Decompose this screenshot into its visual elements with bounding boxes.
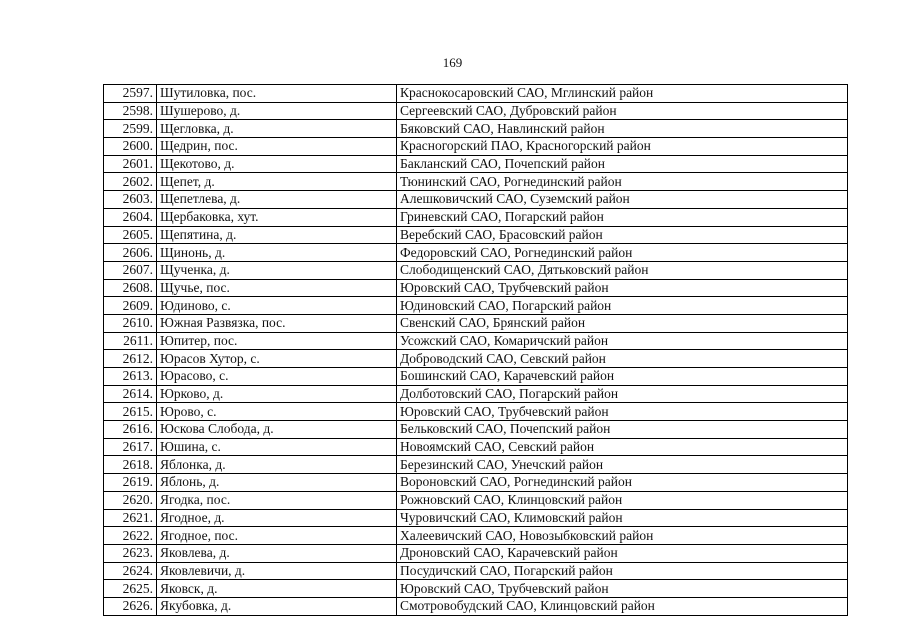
district-name: Бакланский САО, Почепский район xyxy=(397,155,848,173)
settlement-name: Юдиново, с. xyxy=(157,297,397,315)
settlement-name: Щепятина, д. xyxy=(157,226,397,244)
page-number: 169 xyxy=(442,55,463,70)
row-number: 2619. xyxy=(104,474,157,492)
row-number: 2602. xyxy=(104,173,157,191)
district-name: Тюнинский САО, Рогнединский район xyxy=(397,173,848,191)
settlement-name: Щучье, пос. xyxy=(157,279,397,297)
settlement-name: Юскова Слобода, д. xyxy=(157,421,397,439)
table-row xyxy=(104,597,848,615)
row-number: 2611. xyxy=(104,332,157,350)
settlement-name: Щедрин, пос. xyxy=(157,138,397,156)
row-number: 2623. xyxy=(104,544,157,562)
district-name: Красногорский ПАО, Красногорский район xyxy=(397,138,848,156)
row-number: 2598. xyxy=(104,102,157,120)
table-row xyxy=(104,173,848,191)
table-row xyxy=(104,120,848,138)
row-number: 2601. xyxy=(104,155,157,173)
district-name: Юровский САО, Трубчевский район xyxy=(397,279,848,297)
district-name: Свенский САО, Брянский район xyxy=(397,314,848,332)
table-row xyxy=(104,580,848,598)
table-row xyxy=(104,138,848,156)
district-name: Доброводский САО, Севский район xyxy=(397,350,848,368)
row-number: 2614. xyxy=(104,385,157,403)
district-name: Юровский САО, Трубчевский район xyxy=(397,580,848,598)
district-name: Рожновский САО, Клинцовский район xyxy=(397,491,848,509)
settlement-name: Яковлевичи, д. xyxy=(157,562,397,580)
row-number: 2626. xyxy=(104,597,157,615)
settlement-name: Юрасов Хутор, с. xyxy=(157,350,397,368)
district-name: Бельковский САО, Почепский район xyxy=(397,421,848,439)
settlement-name: Яковск, д. xyxy=(157,580,397,598)
settlements-table xyxy=(103,84,848,616)
district-name: Слободищенский САО, Дятьковский район xyxy=(397,261,848,279)
table-row xyxy=(104,332,848,350)
row-number: 2618. xyxy=(104,456,157,474)
table-row xyxy=(104,368,848,386)
row-number: 2599. xyxy=(104,120,157,138)
settlement-name: Шушерово, д. xyxy=(157,102,397,120)
settlement-name: Яблонь, д. xyxy=(157,474,397,492)
table-row xyxy=(104,191,848,209)
table-row xyxy=(104,226,848,244)
table-row xyxy=(104,527,848,545)
row-number: 2606. xyxy=(104,244,157,262)
settlement-name: Яблонка, д. xyxy=(157,456,397,474)
settlement-name: Южная Развязка, пос. xyxy=(157,314,397,332)
table-row xyxy=(104,509,848,527)
table-row xyxy=(104,456,848,474)
district-name: Сергеевский САО, Дубровский район xyxy=(397,102,848,120)
district-name: Чуровичский САО, Климовский район xyxy=(397,509,848,527)
table-row xyxy=(104,244,848,262)
settlement-name: Якубовка, д. xyxy=(157,597,397,615)
row-number: 2612. xyxy=(104,350,157,368)
table-row xyxy=(104,438,848,456)
settlement-name: Щекотово, д. xyxy=(157,155,397,173)
table-row xyxy=(104,155,848,173)
district-name: Гриневский САО, Погарский район xyxy=(397,208,848,226)
row-number: 2603. xyxy=(104,191,157,209)
district-name: Халеевичский САО, Новозыбковский район xyxy=(397,527,848,545)
row-number: 2609. xyxy=(104,297,157,315)
district-name: Дроновский САО, Карачевский район xyxy=(397,544,848,562)
settlement-name: Щепетлева, д. xyxy=(157,191,397,209)
settlement-name: Юрово, с. xyxy=(157,403,397,421)
row-number: 2625. xyxy=(104,580,157,598)
district-name: Посудичский САО, Погарский район xyxy=(397,562,848,580)
row-number: 2615. xyxy=(104,403,157,421)
district-name: Юдиновский САО, Погарский район xyxy=(397,297,848,315)
table-body xyxy=(104,85,848,616)
row-number: 2613. xyxy=(104,368,157,386)
table-row xyxy=(104,385,848,403)
settlement-name: Щербаковка, хут. xyxy=(157,208,397,226)
settlement-name: Юпитер, пос. xyxy=(157,332,397,350)
district-name: Смотровобудский САО, Клинцовский район xyxy=(397,597,848,615)
settlement-name: Ягодка, пос. xyxy=(157,491,397,509)
row-number: 2600. xyxy=(104,138,157,156)
row-number: 2620. xyxy=(104,491,157,509)
table-row xyxy=(104,350,848,368)
settlement-name: Яковлева, д. xyxy=(157,544,397,562)
row-number: 2621. xyxy=(104,509,157,527)
district-name: Юровский САО, Трубчевский район xyxy=(397,403,848,421)
settlement-name: Ягодное, д. xyxy=(157,509,397,527)
settlement-name: Щученка, д. xyxy=(157,261,397,279)
settlement-name: Ягодное, пос. xyxy=(157,527,397,545)
district-name: Веребский САО, Брасовский район xyxy=(397,226,848,244)
settlement-name: Юрасово, с. xyxy=(157,368,397,386)
row-number: 2597. xyxy=(104,85,157,103)
table-row xyxy=(104,297,848,315)
row-number: 2607. xyxy=(104,261,157,279)
table-row xyxy=(104,474,848,492)
table-row xyxy=(104,261,848,279)
row-number: 2616. xyxy=(104,421,157,439)
settlement-name: Юрково, д. xyxy=(157,385,397,403)
district-name: Березинский САО, Унечский район xyxy=(397,456,848,474)
table-row xyxy=(104,544,848,562)
settlement-name: Шутиловка, пос. xyxy=(157,85,397,103)
row-number: 2604. xyxy=(104,208,157,226)
table-row xyxy=(104,421,848,439)
settlement-name: Щепет, д. xyxy=(157,173,397,191)
district-name: Долботовский САО, Погарский район xyxy=(397,385,848,403)
settlement-name: Юшина, с. xyxy=(157,438,397,456)
district-name: Федоровский САО, Рогнединский район xyxy=(397,244,848,262)
table-row xyxy=(104,102,848,120)
settlement-name: Щеглoвка, д. xyxy=(157,120,397,138)
district-name: Бошинский САО, Карачевский район xyxy=(397,368,848,386)
district-name: Новоямский САО, Севский район xyxy=(397,438,848,456)
row-number: 2617. xyxy=(104,438,157,456)
settlement-name: Щинонь, д. xyxy=(157,244,397,262)
table-row xyxy=(104,208,848,226)
table-row xyxy=(104,314,848,332)
row-number: 2610. xyxy=(104,314,157,332)
table-row xyxy=(104,403,848,421)
district-name: Алешковичский САО, Суземский район xyxy=(397,191,848,209)
table-row xyxy=(104,562,848,580)
district-name: Усожский САО, Комаричский район xyxy=(397,332,848,350)
district-name: Вороновский САО, Рогнединский район xyxy=(397,474,848,492)
table-row xyxy=(104,279,848,297)
row-number: 2624. xyxy=(104,562,157,580)
row-number: 2605. xyxy=(104,226,157,244)
district-name: Бяковский САО, Навлинский район xyxy=(397,120,848,138)
row-number: 2608. xyxy=(104,279,157,297)
district-name: Краснокосаровский САО, Мглинский район xyxy=(397,85,848,103)
table-row xyxy=(104,85,848,103)
row-number: 2622. xyxy=(104,527,157,545)
table-row xyxy=(104,491,848,509)
